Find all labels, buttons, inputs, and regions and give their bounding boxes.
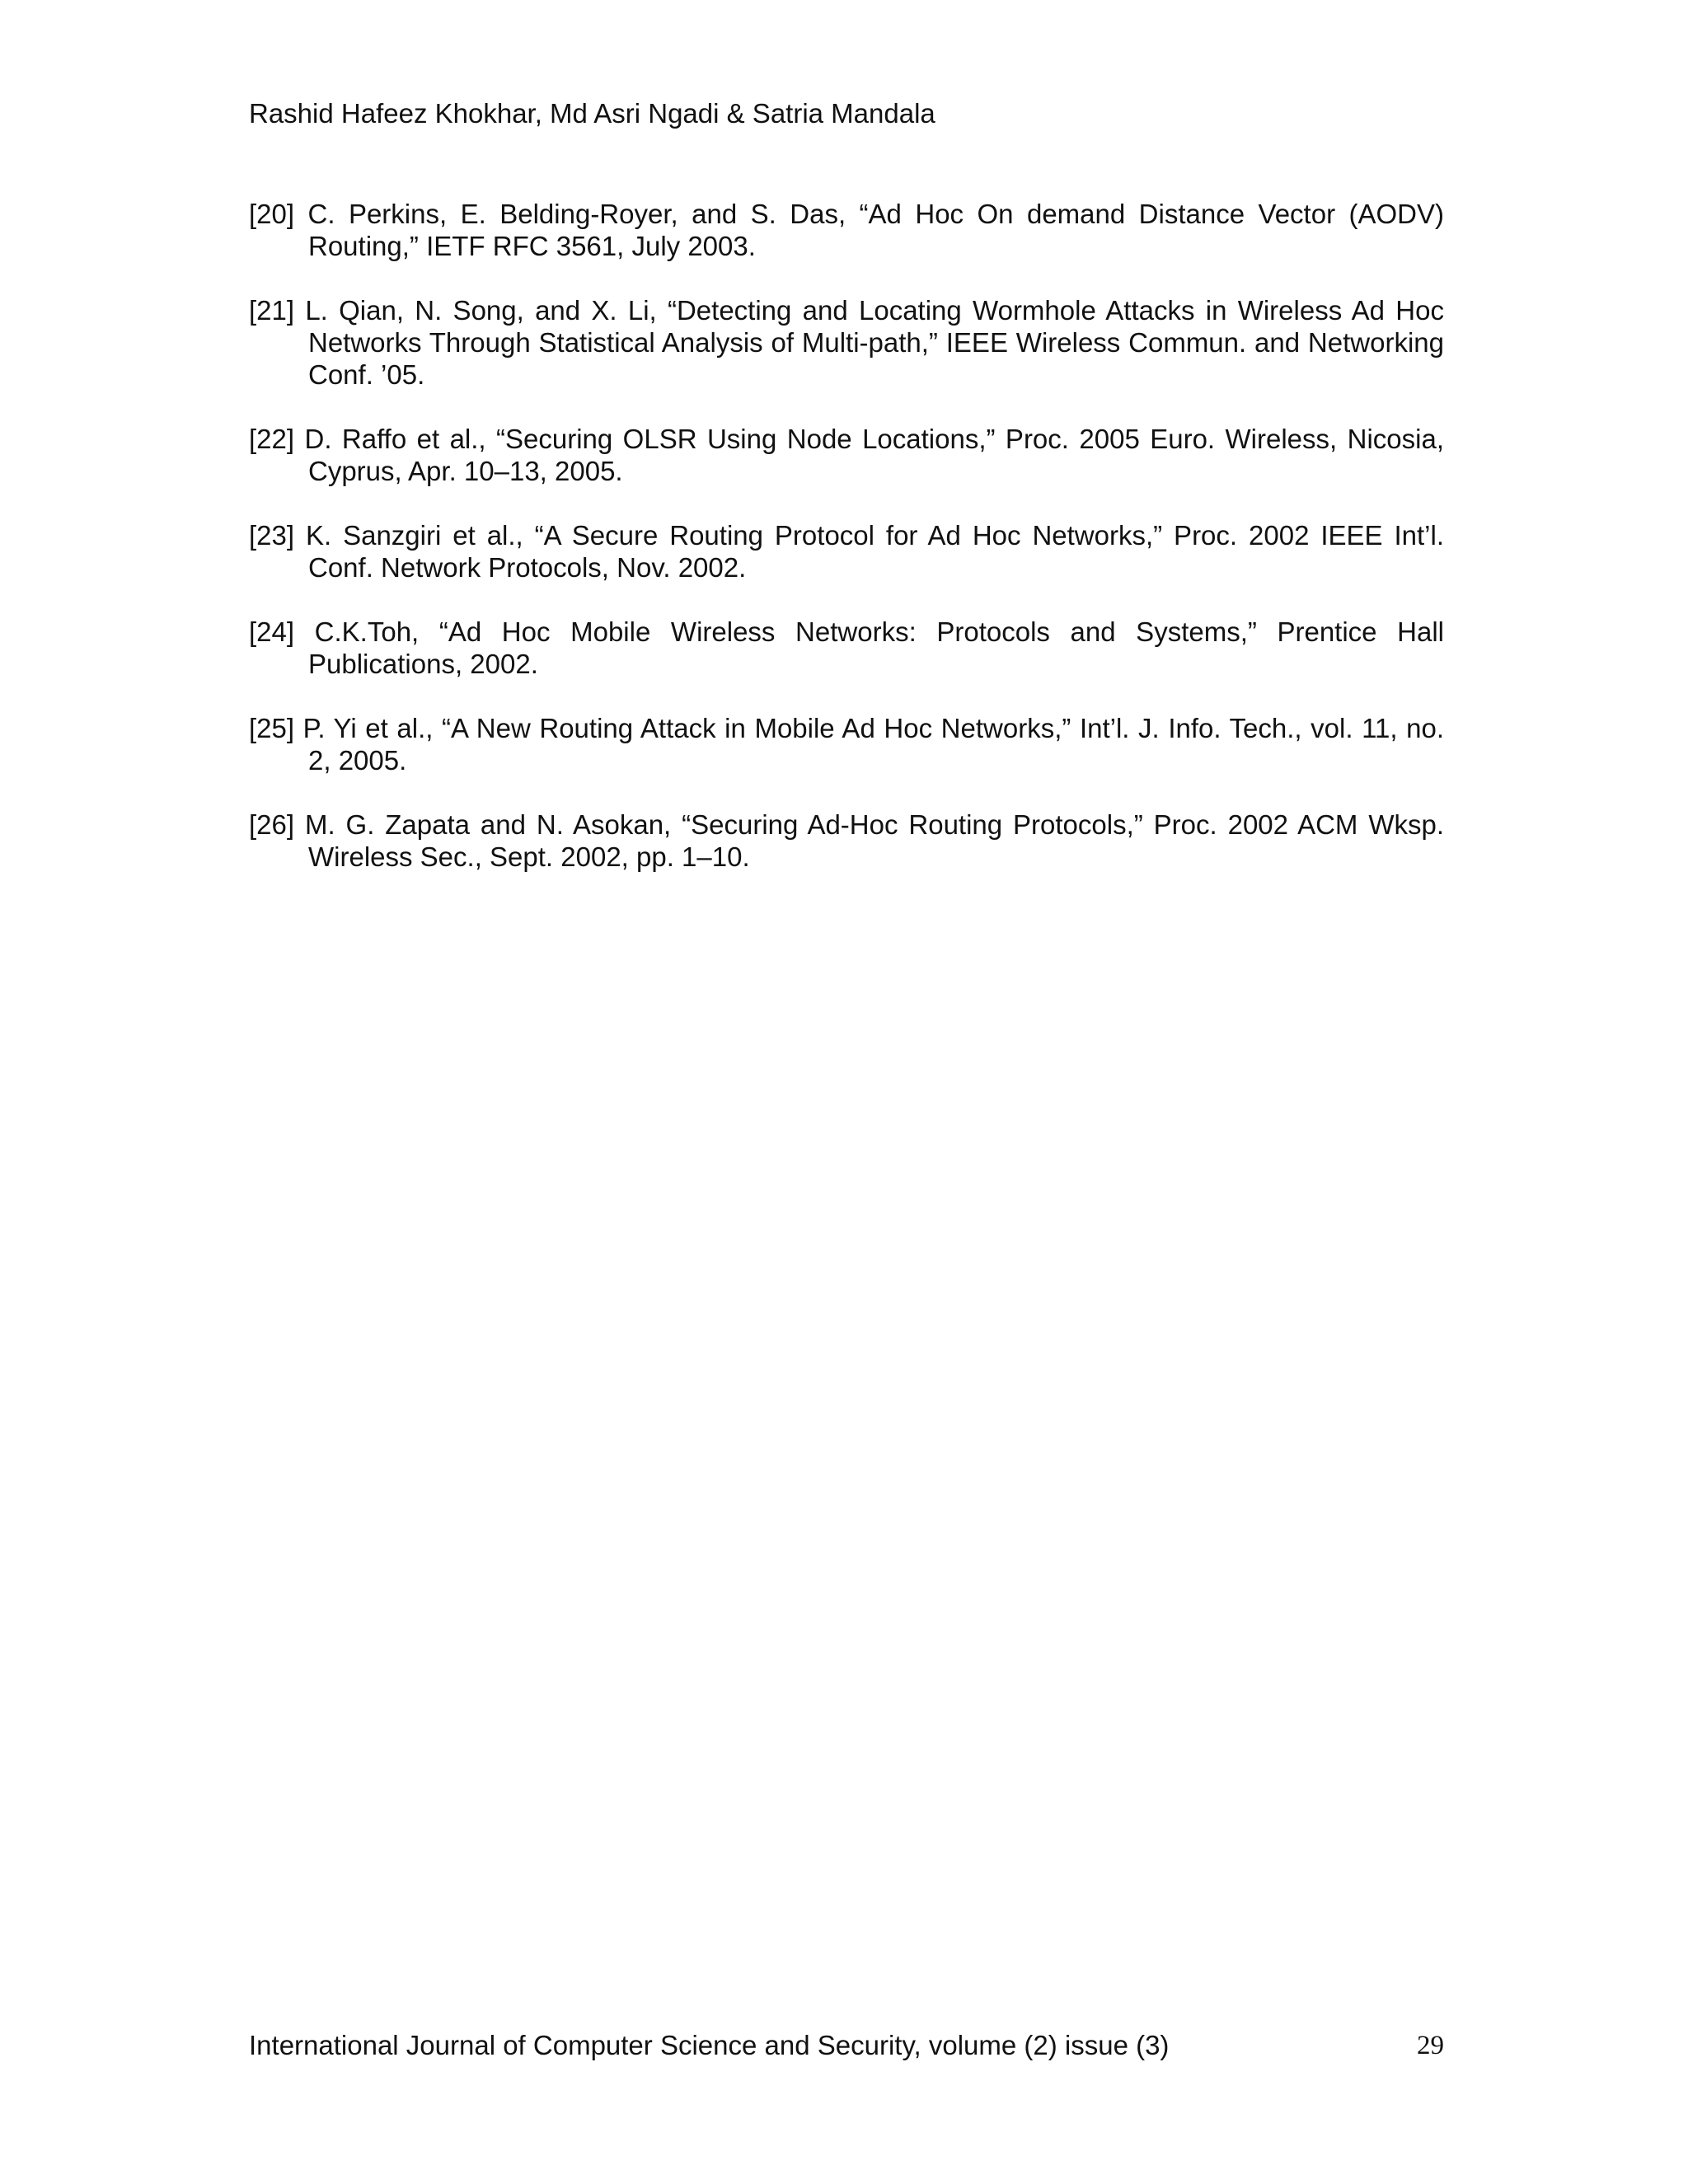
reference-text: L. Qian, N. Song, and X. Li, “Detecting and Locating Wormhole Attacks in Wireless Ad Hoc Networks Through Statistical Analysis of Multi-path,” IEEE Wireless Commun. and Networking Conf. ’05. (305, 295, 1444, 390)
reference-number: [22] (249, 424, 295, 454)
reference-text: C.K.Toh, “Ad Hoc Mobile Wireless Networks: Protocols and Systems,” Prentice Hall Publications, 2002. (308, 616, 1444, 679)
reference-number: [24] (249, 616, 295, 647)
reference-list (249, 198, 1444, 905)
reference-text: M. G. Zapata and N. Asokan, “Securing Ad-Hoc Routing Protocols,” Proc. 2002 ACM Wksp. Wireless Sec., Sept. 2002, pp. 1–10. (304, 809, 1444, 872)
reference-number: [23] (249, 520, 295, 551)
reference-number: [21] (249, 295, 295, 326)
reference-item (249, 808, 1444, 873)
reference-item (249, 423, 1444, 487)
reference-text: D. Raffo et al., “Securing OLSR Using Node Locations,” Proc. 2005 Euro. Wireless, Nicosia, Cyprus, Apr. 10–13, 2005. (304, 424, 1444, 486)
reference-item (249, 294, 1444, 391)
reference-text: P. Yi et al., “A New Routing Attack in Mobile Ad Hoc Networks,” Int’l. J. Info. Tech., vol. 11, no. 2, 2005. (302, 713, 1444, 776)
reference-number: [26] (249, 809, 295, 840)
running-head-authors: Rashid Hafeez Khokhar, Md Asri Ngadi & Satria Mandala (249, 98, 935, 129)
page-number: 29 (1417, 2031, 1444, 2060)
reference-item (249, 616, 1444, 680)
reference-item (249, 519, 1444, 583)
reference-number: [20] (249, 199, 295, 229)
reference-number: [25] (249, 713, 295, 743)
reference-text: K. Sanzgiri et al., “A Secure Routing Protocol for Ad Hoc Networks,” Proc. 2002 IEEE Int’l. Conf. Network Protocols, Nov. 2002. (305, 520, 1445, 583)
reference-item (249, 712, 1444, 776)
reference-text: C. Perkins, E. Belding-Royer, and S. Das, “Ad Hoc On demand Distance Vector (AODV) Routing,” IETF RFC 3561, July 2003. (307, 199, 1445, 261)
reference-item (249, 198, 1444, 262)
footer-journal-info: International Journal of Computer Science and Security, volume (2) issue (3) (249, 2030, 1170, 2060)
